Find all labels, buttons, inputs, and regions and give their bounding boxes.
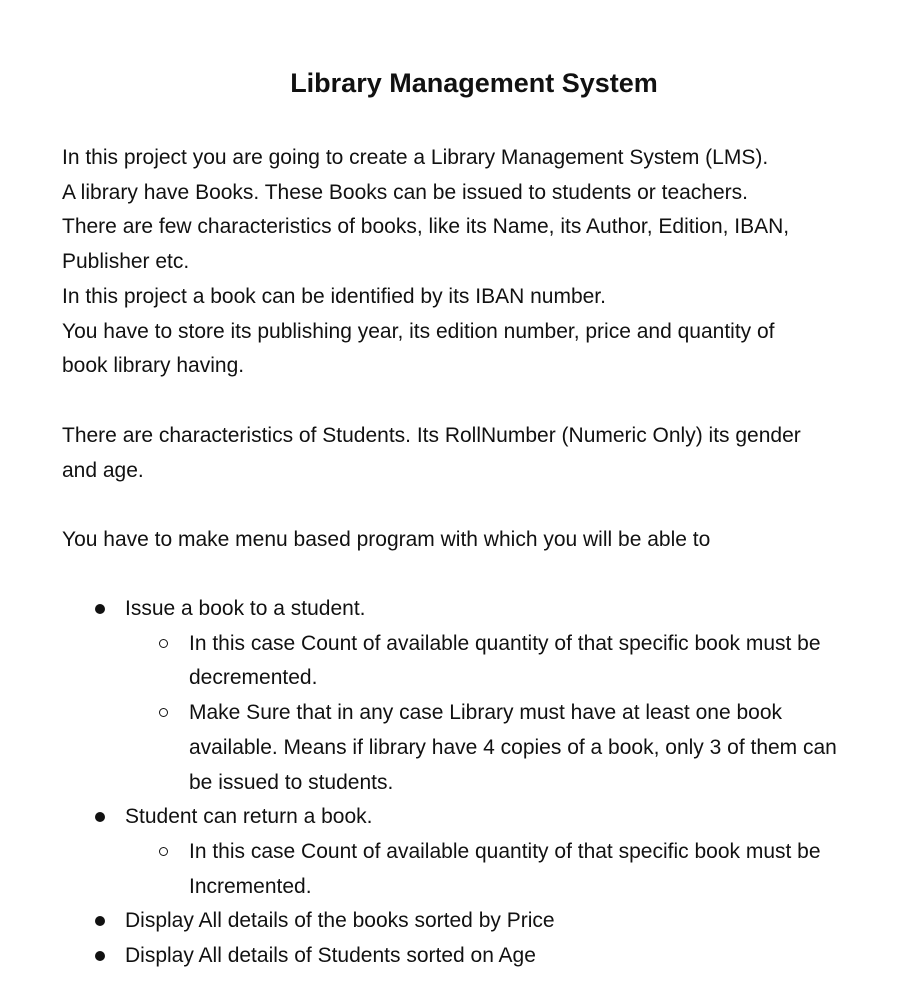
students-paragraph (62, 419, 882, 488)
sub-list-line: In this case Count of available quantity of that specific book must be (189, 839, 821, 863)
intro-line: There are few characteristics of books, like its Name, its Author, Edition, IBAN, (62, 215, 790, 239)
students-line: There are characteristics of Students. Its RollNumber (Numeric Only) its gender (62, 424, 801, 447)
sub-list (125, 627, 914, 801)
intro-paragraph (62, 141, 882, 384)
sub-list-line: Make Sure that in any case Library must have at least one book (189, 701, 782, 725)
intro-line: A library have Books. These Books can be issued to students or teachers. (62, 180, 748, 204)
bullet-icon (95, 812, 105, 822)
intro-line: In this project you are going to create a Library Management System (LMS). (62, 146, 769, 169)
sub-list-item (0, 696, 914, 800)
hollow-bullet-icon (159, 847, 168, 856)
sub-list-line: In this case Count of available quantity of that specific book must be (189, 631, 821, 655)
list-item (0, 592, 914, 800)
sub-list-line: be issued to students. (189, 770, 394, 794)
bullet-icon (95, 916, 105, 926)
feature-list (0, 592, 914, 974)
list-item (0, 800, 914, 904)
sub-list-item (0, 835, 914, 904)
list-item (0, 939, 914, 974)
intro-line: Publisher etc. (62, 250, 190, 274)
list-item-text: Display All details of Students sorted on Age (125, 944, 536, 968)
list-item-text: Student can return a book. (125, 805, 373, 829)
bullet-icon (95, 951, 105, 961)
bullet-icon (95, 604, 105, 614)
hollow-bullet-icon (159, 708, 168, 717)
sub-list-item (0, 627, 914, 696)
sub-list-line: available. Means if library have 4 copies of a book, only 3 of them can (189, 735, 837, 759)
document-title: Library Management System (290, 68, 658, 98)
list-item-text: Issue a book to a student. (125, 597, 366, 620)
sub-list (125, 835, 914, 904)
menu-intro-paragraph (62, 523, 882, 558)
intro-line: You have to store its publishing year, its edition number, price and quantity of (62, 319, 775, 343)
menu-intro-line: You have to make menu based program with which you will be able to (62, 528, 711, 551)
sub-list-line: Incremented. (189, 874, 312, 898)
list-item-text: Display All details of the books sorted by Price (125, 909, 555, 933)
intro-line: book library having. (62, 354, 245, 378)
sub-list-line: decremented. (189, 666, 318, 690)
hollow-bullet-icon (159, 639, 168, 648)
list-item (0, 904, 914, 939)
students-line: and age. (62, 458, 144, 482)
intro-line: In this project a book can be identified by its IBAN number. (62, 284, 606, 308)
